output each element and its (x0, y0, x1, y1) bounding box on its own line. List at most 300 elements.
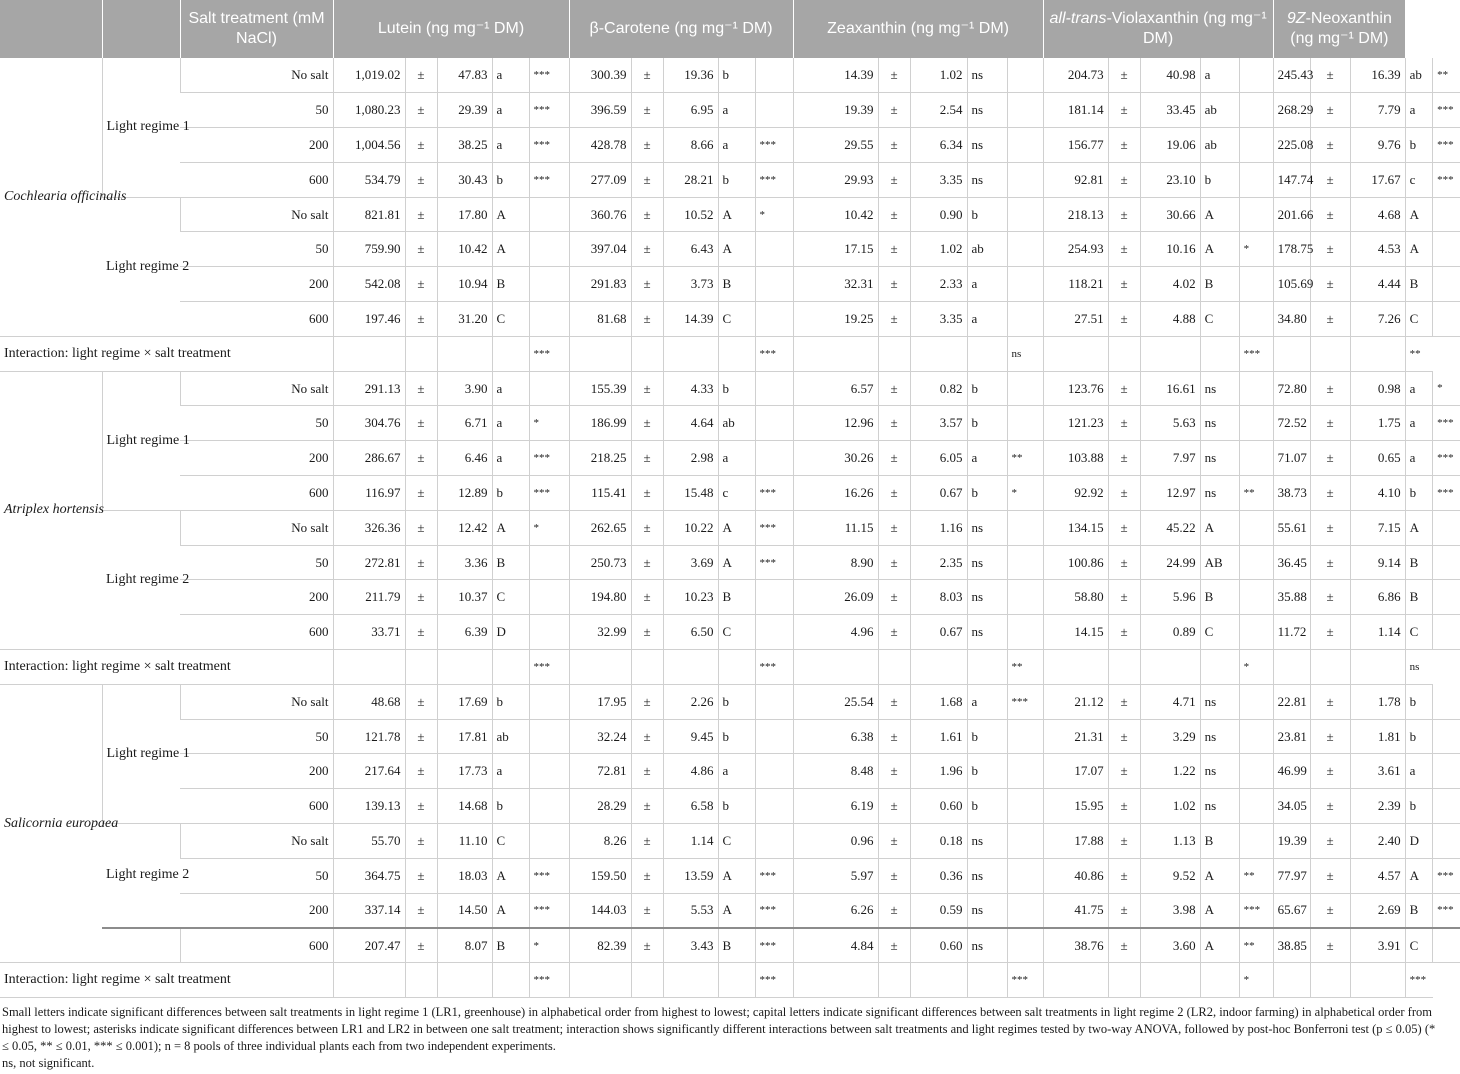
letter-cell: A (718, 893, 755, 928)
value-cell: 30.26 (793, 441, 878, 476)
se-cell: 3.90 (437, 371, 492, 406)
letter-cell: b (718, 719, 755, 754)
plus-minus-cell: ± (1108, 719, 1140, 754)
letter-cell: a (1405, 754, 1432, 789)
se-cell: 0.89 (1140, 615, 1200, 650)
se-cell: 7.97 (1140, 441, 1200, 476)
empty-cell (910, 963, 967, 998)
salt-treatment-cell: 600 (180, 476, 333, 511)
value-cell: 397.04 (569, 232, 631, 267)
se-cell: 2.35 (910, 545, 967, 580)
salt-treatment-cell: 50 (180, 232, 333, 267)
value-cell: 72.52 (1273, 406, 1310, 441)
plus-minus-cell: ± (631, 719, 663, 754)
letter-cell: B (1200, 580, 1239, 615)
se-cell: 6.34 (910, 128, 967, 163)
interaction-significance-cell: *** (1405, 963, 1432, 998)
significance-cell: *** (755, 858, 793, 893)
interaction-significance-cell: ** (1405, 336, 1432, 371)
letter-cell: a (718, 93, 755, 128)
value-cell: 8.48 (793, 754, 878, 789)
plus-minus-cell: ± (878, 441, 910, 476)
letter-cell: ns (967, 58, 1007, 93)
plus-minus-cell: ± (1310, 197, 1350, 232)
plus-minus-cell: ± (878, 789, 910, 824)
se-cell: 6.46 (437, 441, 492, 476)
header-species (0, 0, 102, 58)
empty-cell (1310, 963, 1350, 998)
significance-cell (529, 545, 569, 580)
letter-cell: A (492, 197, 529, 232)
salt-treatment-cell: 50 (180, 719, 333, 754)
value-cell: 14.39 (793, 58, 878, 93)
plus-minus-cell: ± (405, 615, 437, 650)
letter-cell: A (1200, 893, 1239, 928)
letter-cell: C (1200, 302, 1239, 337)
plus-minus-cell: ± (631, 858, 663, 893)
footnote-main: Small letters indicate significant differences between salt treatments in light regime 1 (LR1, greenhouse) in alphabetical order from highest to lowest; capital letters indicate significant differences between salt treatments in light regime 2 (LR2, indoor farming) in alphabetical order from highest to lowest; asterisks indicate significant differences between LR1 and LR2 in between one salt treatment; interaction shows significantly different interactions between salt treatments and light regimes tested by two-way ANOVA, followed by post-hoc Bonferroni test (p ≤ 0.05) (* ≤ 0.05, ** ≤ 0.01, *** ≤ 0.001); n = 8 pools of three individual plants each from two independent experiments. (2, 1005, 1436, 1054)
interaction-row (0, 650, 1460, 685)
interaction-significance-cell: * (1239, 963, 1273, 998)
footnote-ns: ns, not significant. (2, 1056, 95, 1071)
se-cell: 0.36 (910, 858, 967, 893)
letter-cell: b (492, 162, 529, 197)
header-carotene: β-Carotene (ng mg⁻¹ DM) (569, 0, 793, 58)
letter-cell: ns (1200, 406, 1239, 441)
se-cell: 40.98 (1140, 58, 1200, 93)
letter-cell: b (492, 684, 529, 719)
plus-minus-cell: ± (878, 510, 910, 545)
salt-treatment-cell: No salt (180, 371, 333, 406)
letter-cell: a (1405, 371, 1432, 406)
se-cell: 9.76 (1350, 128, 1405, 163)
significance-cell: * (1239, 232, 1273, 267)
se-cell: 7.15 (1350, 510, 1405, 545)
letter-cell: a (967, 302, 1007, 337)
plus-minus-cell: ± (1108, 197, 1140, 232)
value-cell: 197.46 (333, 302, 405, 337)
value-cell: 71.07 (1273, 441, 1310, 476)
letter-cell: A (1405, 232, 1432, 267)
value-cell: 17.88 (1043, 824, 1108, 859)
significance-cell (1007, 719, 1043, 754)
se-cell: 4.71 (1140, 684, 1200, 719)
plus-minus-cell: ± (405, 162, 437, 197)
value-cell: 38.85 (1273, 928, 1310, 963)
value-cell: 207.47 (333, 928, 405, 963)
letter-cell: ns (967, 893, 1007, 928)
plus-minus-cell: ± (631, 406, 663, 441)
empty-cell (1140, 336, 1200, 371)
empty-cell (1310, 650, 1350, 685)
se-cell: 17.73 (437, 754, 492, 789)
se-cell: 33.45 (1140, 93, 1200, 128)
se-cell: 28.21 (663, 162, 718, 197)
value-cell: 337.14 (333, 893, 405, 928)
empty-cell (793, 963, 878, 998)
letter-cell: a (492, 371, 529, 406)
se-cell: 1.68 (910, 684, 967, 719)
value-cell: 19.39 (1273, 824, 1310, 859)
significance-cell (1433, 267, 1460, 302)
empty-cell (1200, 963, 1239, 998)
empty-cell (631, 650, 663, 685)
se-cell: 1.78 (1350, 684, 1405, 719)
significance-cell: ** (1433, 58, 1460, 93)
significance-cell (529, 267, 569, 302)
se-cell: 24.99 (1140, 545, 1200, 580)
empty-cell (492, 336, 529, 371)
se-cell: 0.90 (910, 197, 967, 232)
value-cell: 396.59 (569, 93, 631, 128)
significance-cell (1007, 128, 1043, 163)
letter-cell: C (492, 580, 529, 615)
se-cell: 1.13 (1140, 824, 1200, 859)
letter-cell: a (492, 754, 529, 789)
letter-cell: a (492, 128, 529, 163)
empty-cell (718, 650, 755, 685)
significance-cell (1433, 719, 1460, 754)
value-cell: 103.88 (1043, 441, 1108, 476)
se-cell: 3.29 (1140, 719, 1200, 754)
interaction-row (0, 336, 1460, 371)
value-cell: 6.19 (793, 789, 878, 824)
value-cell: 92.92 (1043, 476, 1108, 511)
significance-cell (755, 302, 793, 337)
plus-minus-cell: ± (1108, 406, 1140, 441)
value-cell: 1,019.02 (333, 58, 405, 93)
empty-cell (405, 650, 437, 685)
table-row (0, 789, 1460, 824)
value-cell: 218.13 (1043, 197, 1108, 232)
value-cell: 36.45 (1273, 545, 1310, 580)
interaction-significance-cell: *** (1239, 336, 1273, 371)
plus-minus-cell: ± (631, 893, 663, 928)
value-cell: 364.75 (333, 858, 405, 893)
significance-cell: *** (755, 510, 793, 545)
se-cell: 4.68 (1350, 197, 1405, 232)
letter-cell: ns (1200, 719, 1239, 754)
letter-cell: B (492, 545, 529, 580)
table-body (0, 58, 1460, 998)
plus-minus-cell: ± (1310, 928, 1350, 963)
letter-cell: b (492, 476, 529, 511)
salt-treatment-cell: No salt (180, 684, 333, 719)
empty-cell (1140, 963, 1200, 998)
species-name-cell: Cochlearia officinalis (0, 58, 102, 336)
empty-cell (1350, 336, 1405, 371)
plus-minus-cell: ± (1310, 684, 1350, 719)
plus-minus-cell: ± (1310, 267, 1350, 302)
significance-cell: *** (529, 476, 569, 511)
letter-cell: A (1200, 858, 1239, 893)
table-row (0, 615, 1460, 650)
plus-minus-cell: ± (878, 893, 910, 928)
value-cell: 1,080.23 (333, 93, 405, 128)
se-cell: 17.69 (437, 684, 492, 719)
light-regime-2-cell: Light regime 2 (102, 824, 180, 928)
se-cell: 11.10 (437, 824, 492, 859)
empty-cell (569, 963, 631, 998)
letter-cell: b (718, 58, 755, 93)
value-cell: 178.75 (1273, 232, 1310, 267)
plus-minus-cell: ± (878, 58, 910, 93)
letter-cell: ns (1200, 441, 1239, 476)
table-row (0, 232, 1460, 267)
significance-cell (1239, 684, 1273, 719)
value-cell: 201.66 (1273, 197, 1310, 232)
significance-cell (1007, 58, 1043, 93)
significance-cell: ** (1239, 476, 1273, 511)
se-cell: 1.96 (910, 754, 967, 789)
empty-cell (910, 336, 967, 371)
value-cell: 286.67 (333, 441, 405, 476)
se-cell: 17.80 (437, 197, 492, 232)
plus-minus-cell: ± (405, 476, 437, 511)
se-cell: 4.88 (1140, 302, 1200, 337)
letter-cell: a (718, 128, 755, 163)
significance-cell (1007, 545, 1043, 580)
significance-cell (1239, 615, 1273, 650)
empty-cell (1043, 963, 1108, 998)
letter-cell: ab (967, 232, 1007, 267)
value-cell: 81.68 (569, 302, 631, 337)
value-cell: 82.39 (569, 928, 631, 963)
significance-cell (529, 371, 569, 406)
value-cell: 55.61 (1273, 510, 1310, 545)
se-cell: 6.86 (1350, 580, 1405, 615)
value-cell: 326.36 (333, 510, 405, 545)
se-cell: 6.95 (663, 93, 718, 128)
significance-cell (1007, 267, 1043, 302)
significance-cell (1433, 302, 1460, 337)
plus-minus-cell: ± (405, 928, 437, 963)
empty-cell (437, 650, 492, 685)
letter-cell: a (967, 267, 1007, 302)
empty-cell (1273, 650, 1310, 685)
significance-cell: *** (1433, 162, 1460, 197)
se-cell: 12.89 (437, 476, 492, 511)
light-regime-1-cell: Light regime 1 (102, 371, 180, 510)
significance-cell (529, 684, 569, 719)
se-cell: 5.63 (1140, 406, 1200, 441)
salt-treatment-cell: 600 (180, 302, 333, 337)
significance-cell (755, 58, 793, 93)
plus-minus-cell: ± (405, 371, 437, 406)
value-cell: 277.09 (569, 162, 631, 197)
plus-minus-cell: ± (1108, 510, 1140, 545)
plus-minus-cell: ± (631, 580, 663, 615)
significance-cell: * (755, 197, 793, 232)
se-cell: 17.67 (1350, 162, 1405, 197)
value-cell: 4.84 (793, 928, 878, 963)
value-cell: 17.15 (793, 232, 878, 267)
empty-cell (1200, 650, 1239, 685)
se-cell: 0.60 (910, 928, 967, 963)
se-cell: 3.35 (910, 162, 967, 197)
empty-cell (663, 963, 718, 998)
letter-cell: ns (967, 510, 1007, 545)
plus-minus-cell: ± (1310, 371, 1350, 406)
empty-cell (663, 336, 718, 371)
significance-cell (1239, 58, 1273, 93)
significance-cell: *** (529, 162, 569, 197)
significance-cell (1239, 302, 1273, 337)
se-cell: 1.02 (910, 232, 967, 267)
value-cell: 204.73 (1043, 58, 1108, 93)
plus-minus-cell: ± (1310, 406, 1350, 441)
plus-minus-cell: ± (1108, 267, 1140, 302)
letter-cell: a (1200, 58, 1239, 93)
value-cell: 0.96 (793, 824, 878, 859)
letter-cell: b (718, 371, 755, 406)
salt-treatment-cell: 50 (180, 93, 333, 128)
plus-minus-cell: ± (405, 545, 437, 580)
significance-cell: ** (1007, 441, 1043, 476)
empty-cell (569, 650, 631, 685)
letter-cell: b (1405, 476, 1432, 511)
interaction-significance-cell: *** (755, 650, 793, 685)
letter-cell: A (718, 858, 755, 893)
se-cell: 1.61 (910, 719, 967, 754)
value-cell: 8.90 (793, 545, 878, 580)
value-cell: 217.64 (333, 754, 405, 789)
significance-cell (1239, 789, 1273, 824)
se-cell: 38.25 (437, 128, 492, 163)
value-cell: 5.97 (793, 858, 878, 893)
letter-cell: ns (967, 858, 1007, 893)
letter-cell: D (492, 615, 529, 650)
letter-cell: ns (1200, 754, 1239, 789)
significance-cell: *** (755, 928, 793, 963)
value-cell: 534.79 (333, 162, 405, 197)
salt-treatment-cell: 600 (180, 615, 333, 650)
plus-minus-cell: ± (878, 371, 910, 406)
empty-cell (967, 963, 1007, 998)
empty-cell (1273, 336, 1310, 371)
se-cell: 0.98 (1350, 371, 1405, 406)
table-row (0, 197, 1460, 232)
letter-cell: B (492, 928, 529, 963)
letter-cell: B (718, 928, 755, 963)
letter-cell: C (1200, 615, 1239, 650)
se-cell: 23.10 (1140, 162, 1200, 197)
significance-cell: ** (1239, 928, 1273, 963)
plus-minus-cell: ± (1108, 58, 1140, 93)
empty-cell (1273, 963, 1310, 998)
value-cell: 821.81 (333, 197, 405, 232)
value-cell: 17.07 (1043, 754, 1108, 789)
value-cell: 360.76 (569, 197, 631, 232)
value-cell: 291.83 (569, 267, 631, 302)
se-cell: 3.35 (910, 302, 967, 337)
se-cell: 10.52 (663, 197, 718, 232)
plus-minus-cell: ± (1310, 858, 1350, 893)
letter-cell: a (492, 406, 529, 441)
value-cell: 4.96 (793, 615, 878, 650)
significance-cell (1007, 93, 1043, 128)
se-cell: 2.54 (910, 93, 967, 128)
plus-minus-cell: ± (1108, 893, 1140, 928)
header-regime (102, 0, 180, 58)
plus-minus-cell: ± (1108, 232, 1140, 267)
significance-cell (1433, 928, 1460, 963)
se-cell: 1.22 (1140, 754, 1200, 789)
letter-cell: A (1405, 510, 1432, 545)
significance-cell (1007, 824, 1043, 859)
interaction-label: Interaction: light regime × salt treatment (0, 963, 333, 998)
salt-treatment-cell: 200 (180, 128, 333, 163)
value-cell: 139.13 (333, 789, 405, 824)
se-cell: 1.16 (910, 510, 967, 545)
se-cell: 13.59 (663, 858, 718, 893)
plus-minus-cell: ± (1310, 580, 1350, 615)
empty-cell (878, 336, 910, 371)
value-cell: 55.70 (333, 824, 405, 859)
empty-cell (718, 963, 755, 998)
plus-minus-cell: ± (405, 510, 437, 545)
plus-minus-cell: ± (631, 754, 663, 789)
se-cell: 15.48 (663, 476, 718, 511)
species-name-cell: Atriplex hortensis (0, 371, 102, 649)
significance-cell (1433, 824, 1460, 859)
salt-treatment-cell: 600 (180, 789, 333, 824)
plus-minus-cell: ± (631, 510, 663, 545)
plus-minus-cell: ± (1310, 719, 1350, 754)
significance-cell (1007, 754, 1043, 789)
letter-cell: b (967, 754, 1007, 789)
se-cell: 3.57 (910, 406, 967, 441)
salt-treatment-cell: 200 (180, 893, 333, 928)
value-cell: 428.78 (569, 128, 631, 163)
se-cell: 1.81 (1350, 719, 1405, 754)
table-row (0, 719, 1460, 754)
value-cell: 38.73 (1273, 476, 1310, 511)
value-cell: 48.68 (333, 684, 405, 719)
plus-minus-cell: ± (631, 302, 663, 337)
significance-cell (1007, 893, 1043, 928)
letter-cell: b (967, 197, 1007, 232)
letter-cell: A (492, 510, 529, 545)
plus-minus-cell: ± (405, 58, 437, 93)
value-cell: 250.73 (569, 545, 631, 580)
value-cell: 14.15 (1043, 615, 1108, 650)
plus-minus-cell: ± (1108, 371, 1140, 406)
letter-cell: B (718, 267, 755, 302)
value-cell: 34.80 (1273, 302, 1310, 337)
value-cell: 156.77 (1043, 128, 1108, 163)
significance-cell (1239, 441, 1273, 476)
plus-minus-cell: ± (1108, 824, 1140, 859)
salt-treatment-cell: No salt (180, 510, 333, 545)
empty-cell (492, 650, 529, 685)
empty-cell (333, 650, 405, 685)
se-cell: 14.50 (437, 893, 492, 928)
significance-cell (755, 684, 793, 719)
letter-cell: C (492, 302, 529, 337)
letter-cell: c (1405, 162, 1432, 197)
significance-cell (529, 824, 569, 859)
plus-minus-cell: ± (405, 754, 437, 789)
se-cell: 6.50 (663, 615, 718, 650)
se-cell: 0.67 (910, 615, 967, 650)
letter-cell: AB (1200, 545, 1239, 580)
plus-minus-cell: ± (878, 406, 910, 441)
se-cell: 10.16 (1140, 232, 1200, 267)
empty-cell (405, 336, 437, 371)
empty-cell (663, 650, 718, 685)
letter-cell: D (1405, 824, 1432, 859)
